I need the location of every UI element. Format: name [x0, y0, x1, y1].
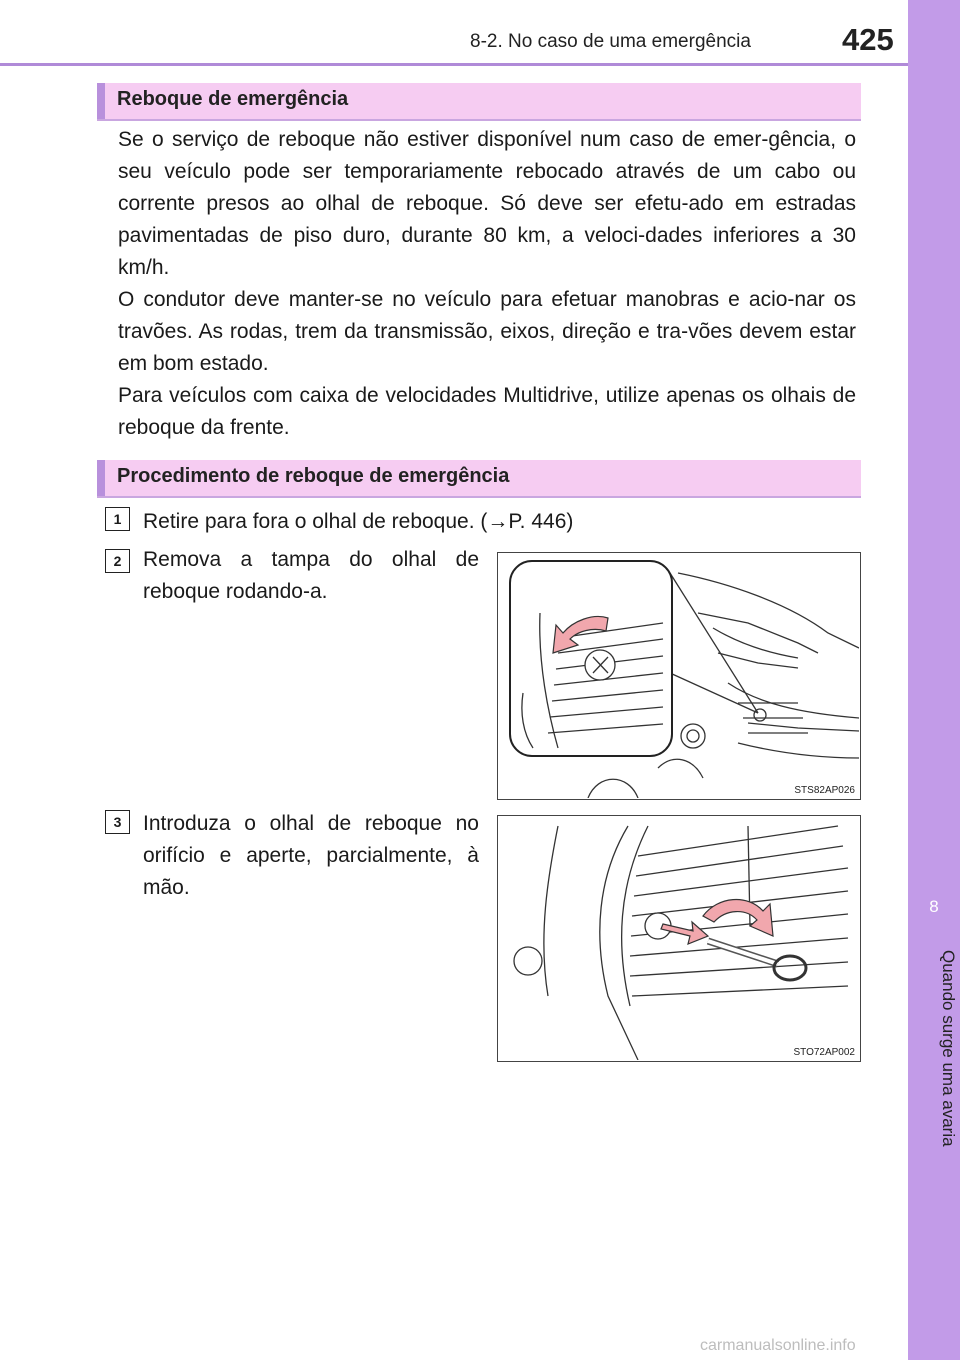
page-number: 425: [842, 22, 894, 57]
paragraph-3: Para veículos com caixa de velocidades Multidrive, utilize apenas os olhais de reboque da frente.: [118, 384, 856, 439]
paragraph-2: O condutor deve manter-se no veículo para efetuar manobras e acio-nar os travões. As rodas, trem da transmissão, eixos, direção e tra-vões devem estar em bom estado.: [118, 288, 856, 375]
section-heading-towing-procedure: [97, 460, 861, 496]
chapter-number: 8: [929, 897, 939, 916]
step-2-number: 2: [105, 549, 130, 573]
step-2-text: Remova a tampa do olhal de reboque rodando-a.: [143, 548, 479, 603]
illustration-tow-hook-insertion: [498, 816, 859, 1060]
step-1-text: Retire para fora o olhal de reboque. (→P. 446): [143, 510, 574, 533]
figure-install-tow-hook: [497, 815, 861, 1062]
section-heading-emergency-towing: [97, 83, 861, 119]
header-title: 8-2. No caso de uma emergência: [470, 31, 751, 52]
section-heading-text: Procedimento de reboque de emergência: [117, 465, 510, 487]
paragraph-1: Se o serviço de reboque não estiver disponível num caso de emer-gência, o seu veículo pode ser temporariamente rebocado através de um cabo ou corrente presos ao olhal de reboque. Só deve ser efetu-ado em estradas pavimentadas de piso duro, durante 80 km, a veloci-dades inferiores a 30 km/h.: [118, 128, 856, 279]
illustration-front-bumper-cover: [498, 553, 859, 798]
step-1-number: 1: [105, 507, 130, 531]
figure-remove-cover: [497, 552, 861, 800]
chapter-label: Quando surge uma avaria: [939, 950, 958, 1147]
step-3-number: 3: [105, 810, 130, 834]
header-rule: [0, 63, 908, 66]
figure-2-code: STO72AP002: [793, 1047, 855, 1058]
step-3-text: Introduza o olhal de reboque no orifício e aperte, parcialmente, à mão.: [143, 812, 479, 899]
section-heading-text: Reboque de emergência: [117, 88, 349, 110]
watermark: carmanualsonline.info: [700, 1337, 856, 1354]
chapter-side-tab: [908, 0, 960, 1360]
figure-1-code: STS82AP026: [794, 785, 855, 796]
